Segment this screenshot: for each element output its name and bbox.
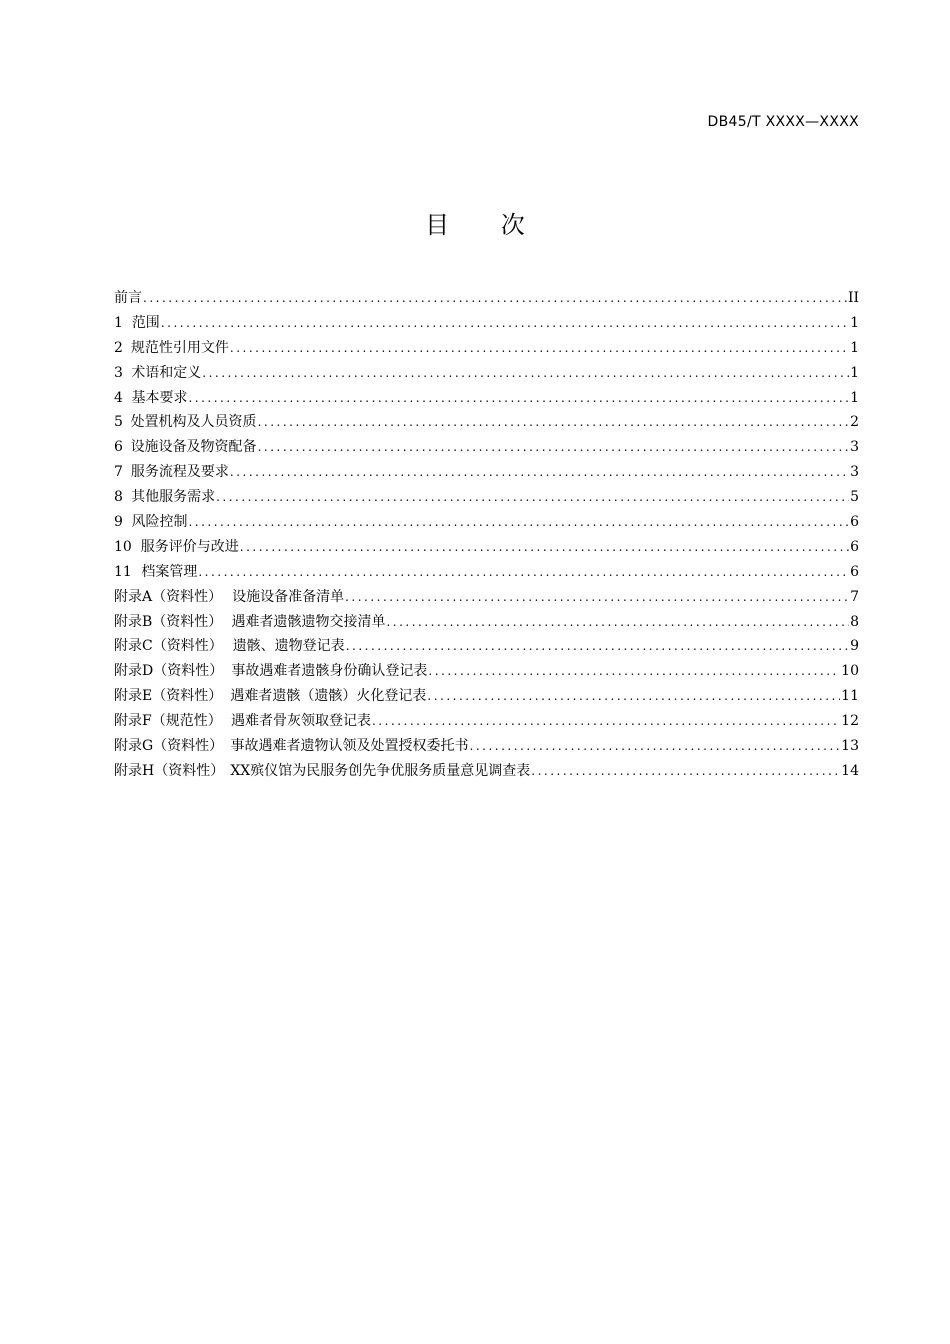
toc-entry-number: 附录C（资料性）: [114, 638, 223, 655]
toc-entry-text: 事故遇难者遗骸身份确认登记表: [231, 663, 428, 680]
toc-page-number: 3: [850, 464, 859, 481]
toc-entry-text: 基本要求: [131, 389, 188, 406]
toc-leader-dots: [531, 764, 840, 778]
toc-entry-text: 风险控制: [131, 514, 188, 531]
toc-page-number: 6: [850, 563, 859, 580]
document-code: DB45/T XXXX—XXXX: [707, 114, 859, 130]
toc-entry-4[interactable]: [114, 387, 859, 412]
toc-page-number: 1: [850, 364, 859, 381]
toc-entry-number: 11: [114, 563, 132, 580]
toc-page-number: 5: [850, 489, 859, 506]
toc-entry-number: 附录F（规范性）: [114, 713, 222, 730]
toc-entry-5[interactable]: [114, 411, 859, 436]
toc-entry-7[interactable]: [114, 461, 859, 486]
toc-leader-dots: [230, 341, 849, 355]
toc-entry-number: 8: [114, 489, 123, 506]
toc-entry-number: 附录A（资料性）: [114, 588, 223, 605]
toc-entry-appendix-h[interactable]: [114, 760, 859, 785]
toc-leader-dots: [230, 465, 849, 479]
toc-entry-text: 其他服务需求: [131, 489, 216, 506]
toc-page-number: 7: [850, 588, 859, 605]
toc-leader-dots: [428, 664, 840, 678]
toc-entry-number: 附录B（资料性）: [114, 613, 223, 630]
toc-leader-dots: [198, 565, 849, 579]
toc-entry-3[interactable]: [114, 362, 859, 387]
toc-entry-appendix-f[interactable]: [114, 710, 859, 735]
toc-entry-text: 服务评价与改进: [140, 538, 239, 555]
toc-entry-10[interactable]: [114, 536, 859, 561]
toc-entry-number: 6: [114, 439, 123, 456]
toc-page-number: 1: [850, 314, 859, 331]
toc-entry-foreword[interactable]: [114, 287, 859, 312]
toc-entry-text: 处置机构及人员资质: [130, 414, 257, 431]
toc-leader-dots: [470, 739, 841, 753]
toc-page-number: 12: [841, 713, 859, 730]
toc-entry-number: 附录G（资料性）: [114, 738, 224, 755]
toc-entry-text: 服务流程及要求: [130, 464, 229, 481]
toc-leader-dots: [240, 540, 849, 554]
toc-leader-dots: [188, 515, 849, 529]
toc-page-number: 2: [850, 414, 859, 431]
toc-page-number: 1: [850, 339, 859, 356]
toc-page-number: 6: [850, 538, 859, 555]
toc-entry-appendix-e[interactable]: [114, 685, 859, 710]
toc-entry-appendix-b[interactable]: [114, 611, 859, 636]
toc-entry-text: 范围: [131, 314, 160, 331]
toc-leader-dots: [188, 391, 849, 405]
toc-entry-appendix-a[interactable]: [114, 586, 859, 611]
toc-leader-dots: [258, 440, 850, 454]
toc-leader-dots: [372, 714, 840, 728]
toc-page-number: 11: [841, 688, 859, 705]
toc-entry-9[interactable]: [114, 511, 859, 536]
toc-entry-text: 设施设备及物资配备: [130, 439, 257, 456]
toc-entry-6[interactable]: [114, 436, 859, 461]
toc-leader-dots: [345, 590, 849, 604]
toc-leader-dots: [427, 689, 840, 703]
toc-entry-1[interactable]: [114, 312, 859, 337]
toc-leader-dots: [258, 415, 850, 429]
toc-entry-number: 9: [114, 514, 123, 531]
toc-leader-dots: [346, 639, 849, 653]
toc-entry-number: 2: [114, 339, 123, 356]
toc-leader-dots: [386, 615, 849, 629]
toc-page-number: 8: [850, 613, 859, 630]
toc-entry-text: 术语和定义: [131, 364, 202, 381]
toc-leader-dots: [216, 490, 849, 504]
toc-page-number: 10: [841, 663, 859, 680]
toc-leader-dots: [143, 291, 847, 305]
toc-entry-text: 遇难者遗骸（遗骸）火化登记表: [230, 688, 427, 705]
toc-entry-number: 4: [114, 389, 123, 406]
toc-entry-text: 前言: [114, 290, 142, 306]
toc-entry-number: 附录H（资料性）: [114, 762, 225, 779]
toc-entry-number: 7: [114, 464, 123, 481]
toc-entry-2[interactable]: [114, 337, 859, 362]
toc-entry-text: 档案管理: [141, 563, 198, 580]
toc-page-number: 14: [841, 762, 859, 779]
toc-entry-number: 附录D（资料性）: [114, 663, 224, 680]
toc-leader-dots: [202, 366, 849, 380]
toc-entry-text: XX殡仪馆为民服务创先争优服务质量意见调查表: [230, 762, 531, 779]
toc-entry-text: 规范性引用文件: [130, 339, 229, 356]
toc-page-number: 9: [850, 638, 859, 655]
toc-page-number: 13: [841, 738, 859, 755]
table-of-contents: [114, 287, 859, 785]
toc-page-number: 3: [850, 439, 859, 456]
toc-entry-number: 1: [114, 314, 123, 331]
toc-entry-11[interactable]: [114, 561, 859, 586]
toc-page-number: 6: [850, 514, 859, 531]
toc-title: 目 次: [425, 211, 547, 239]
toc-page-number: 1: [850, 389, 859, 406]
toc-entry-text: 事故遇难者遗物认领及处置授权委托书: [230, 738, 469, 755]
toc-leader-dots: [161, 316, 849, 330]
toc-entry-text: 遇难者遗骸遗物交接清单: [231, 613, 386, 630]
toc-entry-number: 附录E（资料性）: [114, 688, 223, 705]
toc-entry-appendix-d[interactable]: [114, 660, 859, 685]
toc-entry-text: 遗骸、遗物登记表: [232, 638, 345, 655]
toc-page-number: II: [847, 290, 859, 306]
toc-entry-number: 5: [114, 414, 123, 431]
toc-entry-number: 10: [114, 538, 132, 555]
toc-entry-appendix-g[interactable]: [114, 735, 859, 760]
toc-entry-appendix-c[interactable]: [114, 635, 859, 660]
toc-entry-text: 遇难者骨灰领取登记表: [230, 713, 371, 730]
toc-entry-text: 设施设备准备清单: [232, 588, 345, 605]
toc-entry-8[interactable]: [114, 486, 859, 511]
toc-entry-number: 3: [114, 364, 123, 381]
